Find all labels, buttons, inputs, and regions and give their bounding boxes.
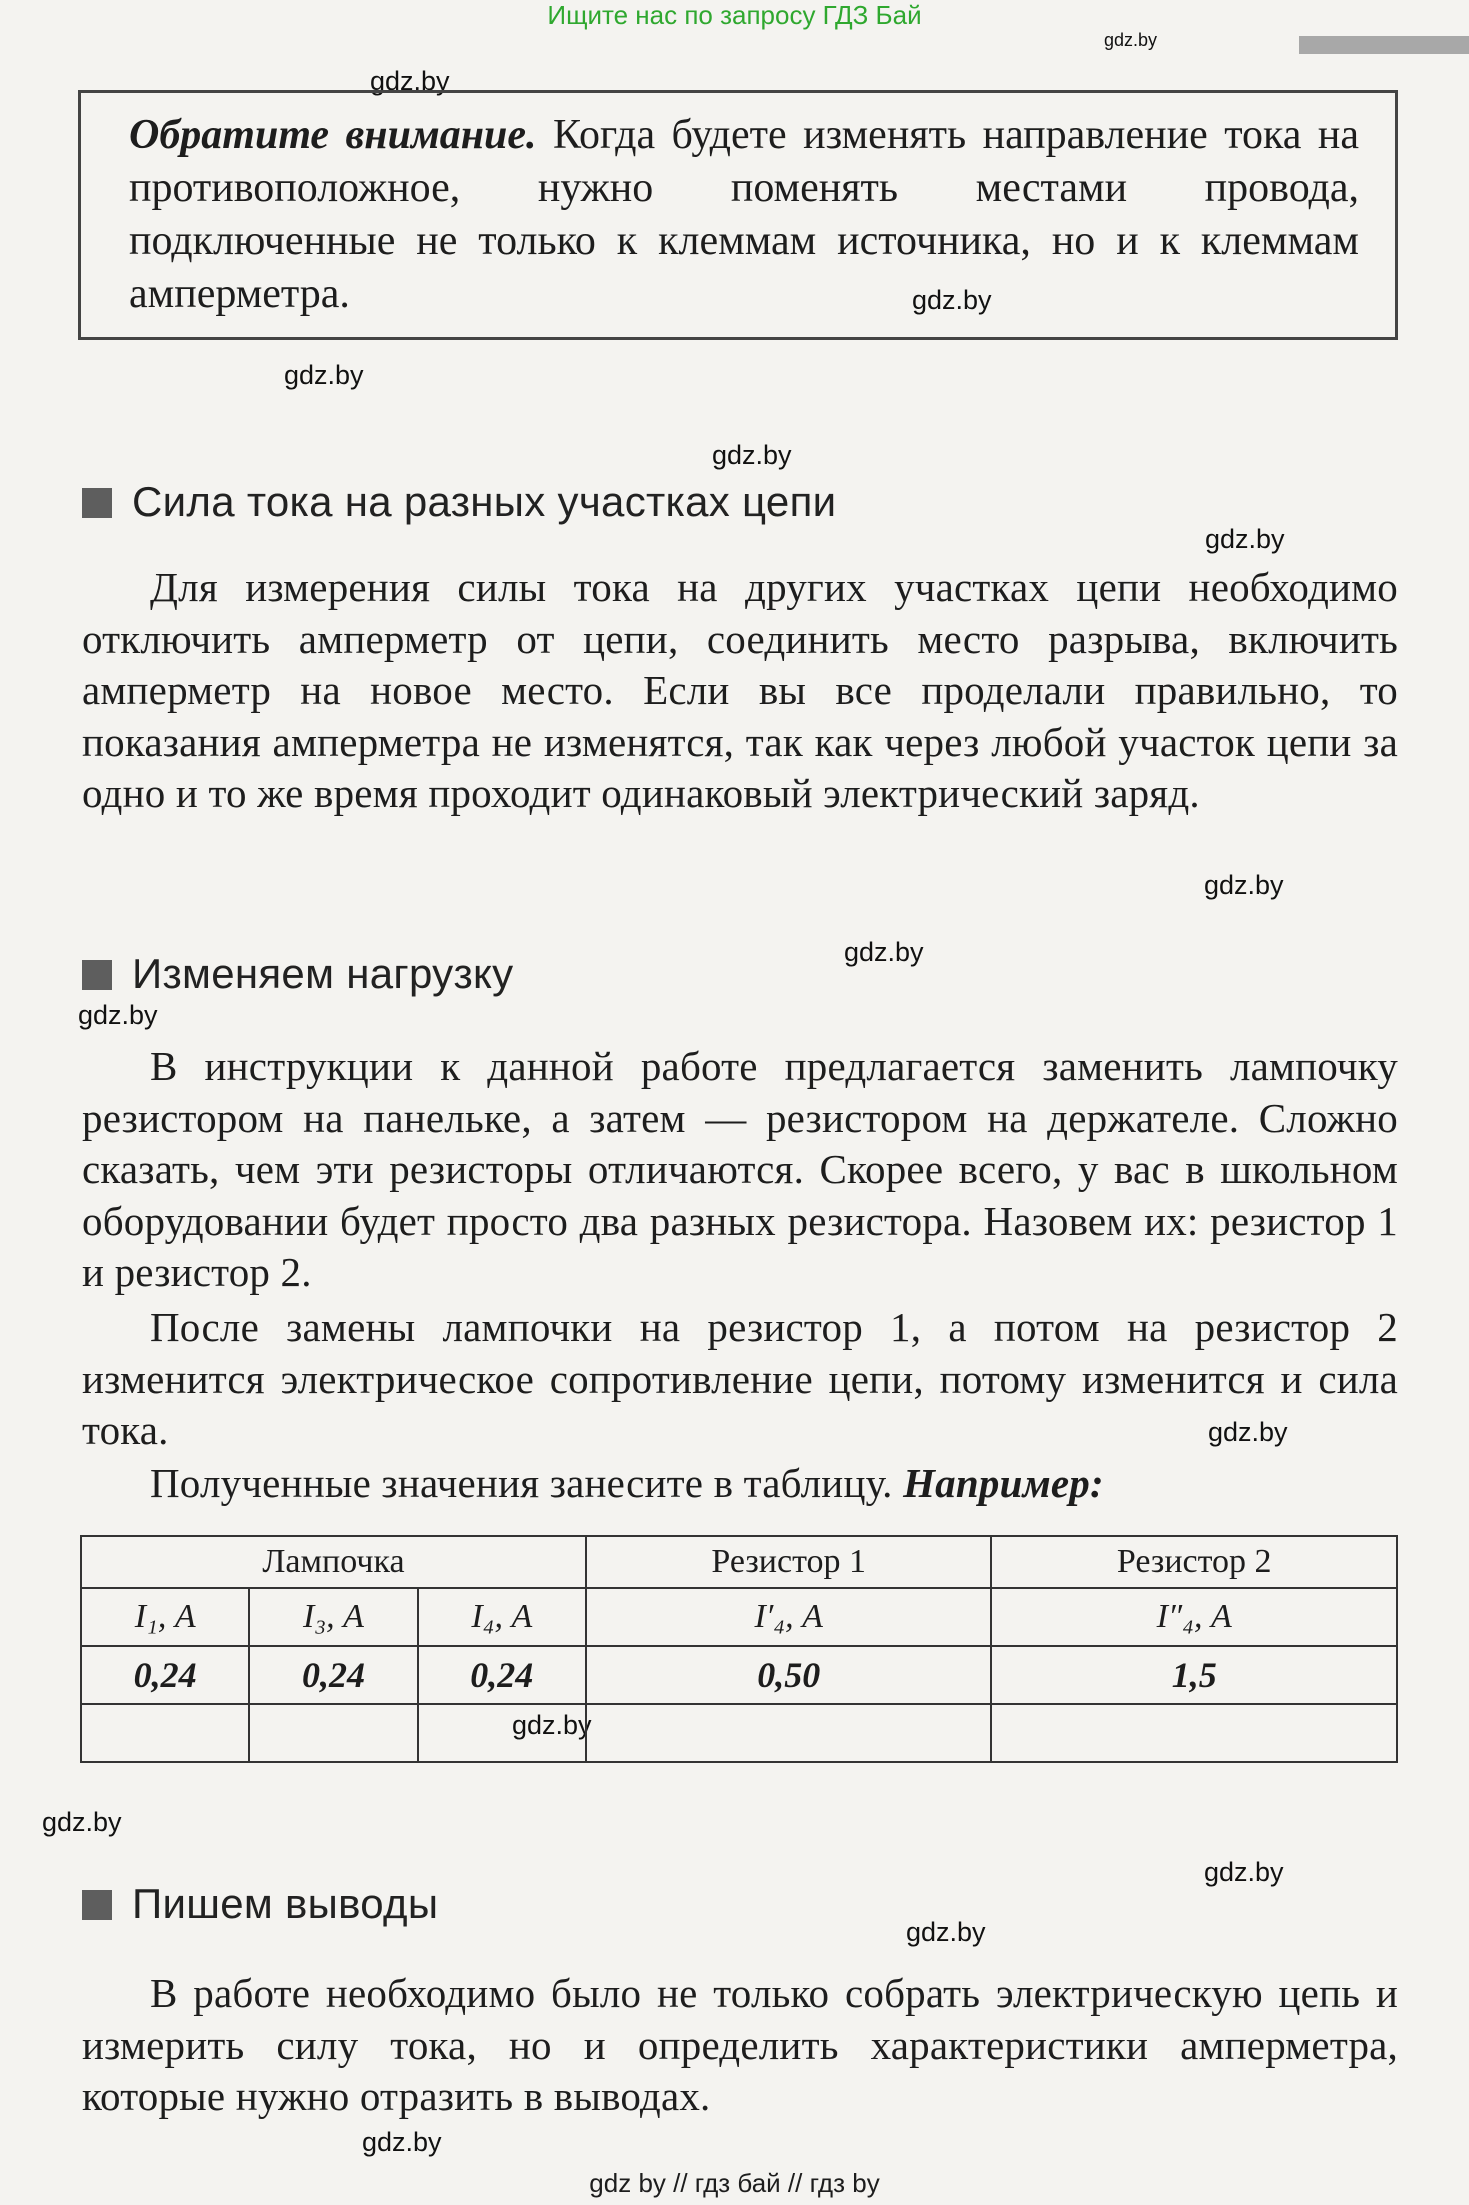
watermark: gdz.by [844,937,924,967]
note-box [78,90,1398,340]
watermark: gdz.by [42,1807,122,1837]
watermark: gdz.by [78,1000,158,1030]
table-header-cell: I′₄, А [586,1588,992,1646]
section-heading-change-load [82,950,513,998]
top-banner[interactable]: Ищите нас по запросу ГДЗ Бай [547,0,922,30]
table-value-cell: 0,50 [586,1646,992,1704]
paragraph: После замены лампочки на резистор 1, а потом на резистор 2 изменится электрическое сопротивление цепи, потому изменится и сила тока. [82,1304,1398,1453]
watermark: gdz.by [712,440,792,470]
watermark: gdz.by [1205,524,1285,554]
watermark: gdz.by [362,2127,442,2157]
table-empty-cell [991,1704,1397,1762]
paragraph: В инструкции к данной работе предлагается заменить лампочку резистором на панельке, а затем — резистором на держателе. Сложно сказать, чем эти резисторы отличаются. Скорее всего, у вас в школьном оборудовании будет просто два разных резистора. Назовем их: резистор 1 и резистор 2. [82,1043,1398,1295]
footer-links[interactable]: gdz by // гдз бай // гдз by [589,2168,880,2198]
note-text: Когда будете изменять направление тока на противоположное, нужно поменять местами провода, подключенные не только к клеммам источника, но и к клеммам амперметра. [129,112,1359,317]
watermark: gdz.by [1104,30,1158,50]
table-header-cell: I₄, А [418,1588,586,1646]
paragraph: Для измерения силы тока на других участках цепи необходимо отключить амперметр от цепи, соединить место разрыва, включить амперметр на новое место. Если вы все проделали правильно, то показания амперметра не изменятся, так как через любой участок цепи за одно и то же время проходит одинаковый электрический заряд. [82,564,1398,816]
table-group-resistor-1: Резистор 1 [586,1536,992,1588]
section-title: Пишем выводы [132,1880,439,1927]
table-value-cell: 1,5 [991,1646,1397,1704]
watermark: gdz.by [1204,870,1284,900]
table-group-resistor-2: Резистор 2 [991,1536,1397,1588]
section-title: Сила тока на разных участках цепи [132,478,837,525]
heading-bullet-icon [82,1890,112,1920]
page-edge-bar [1299,36,1469,54]
watermark: gdz.by [906,1917,986,1947]
paragraph [82,1458,1398,1510]
table-header-cell: I₁, А [81,1588,249,1646]
section-heading-current-in-circuit [82,478,836,526]
table-value-cell: 0,24 [418,1646,586,1704]
watermark: gdz.by [1208,1417,1288,1447]
heading-bullet-icon [82,488,112,518]
note-lead: Обратите внимание. [129,112,537,158]
heading-bullet-icon [82,960,112,990]
table-empty-cell [249,1704,417,1762]
table-header-cell: I₃, А [249,1588,417,1646]
table-value-cell: 0,24 [249,1646,417,1704]
table-empty-cell [586,1704,992,1762]
paragraph: В работе необходимо было не только собрать электрическую цепь и измерить силу тока, но и определить характеристики амперметра, которые нужно отразить в выводах. [82,1970,1398,2119]
table-intro: Полученные значения занесите в таблицу. [150,1460,904,1506]
watermark: gdz.by [370,66,450,96]
watermark: gdz.by [1204,1857,1284,1887]
table-header-cell: I″₄, А [991,1588,1397,1646]
measurements-table [80,1535,1398,1763]
table-empty-cell [81,1704,249,1762]
watermark: gdz.by [912,285,992,315]
section-title: Изменяем нагрузку [132,950,514,997]
watermark: gdz.by [512,1710,592,1740]
table-value-cell: 0,24 [81,1646,249,1704]
watermark: gdz.by [284,360,364,390]
table-group-lamp: Лампочка [81,1536,586,1588]
section-heading-conclusions [82,1880,438,1928]
table-empty-cell [418,1704,586,1762]
example-label: Например: [903,1460,1104,1506]
